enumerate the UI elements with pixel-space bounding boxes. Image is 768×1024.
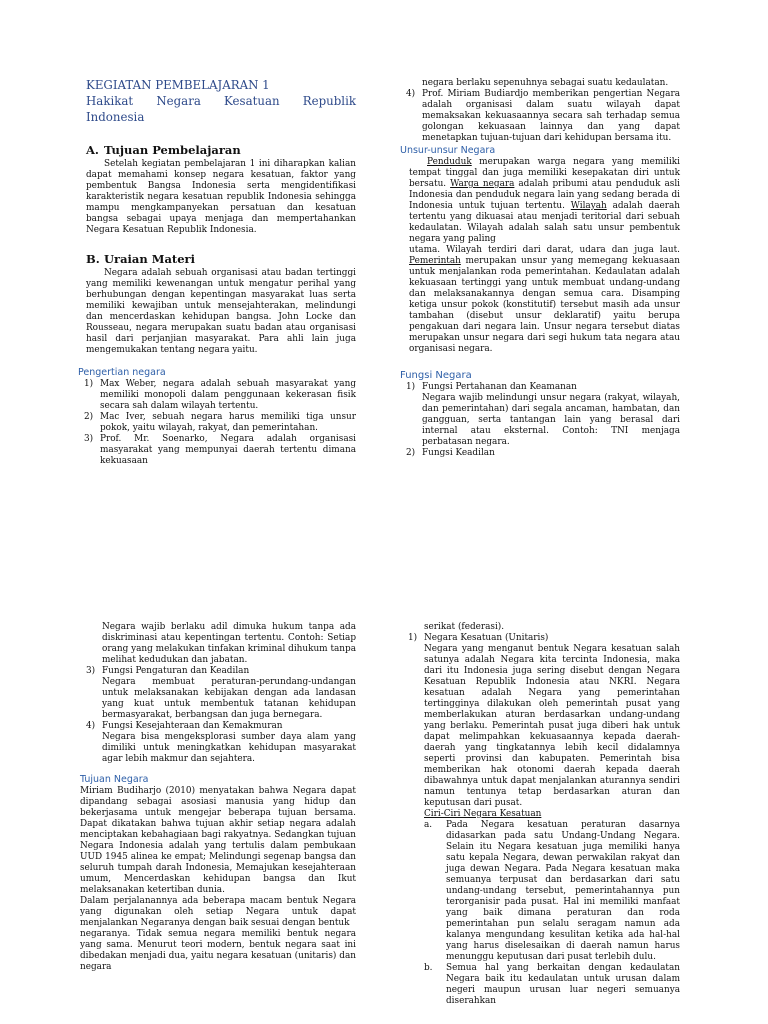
pengertian-heading: Pengertian negara <box>78 367 166 378</box>
pengertian-list <box>78 379 356 467</box>
list-item: 4) Prof. Miriam Budiardjo memberikan pengertian Negara adalah organisasi dalam suatu wilayah dapat memaksakan kekuasaannya secara sah terhadap semua golongan kekuasaan lainnya dan yang dapat menetapkan tujuan-tujuan dari kehidupan bersama itu. <box>406 89 680 143</box>
fungsi-heading: Fungsi Negara <box>400 370 472 381</box>
continued-text: serikat (federasi). <box>424 622 505 632</box>
tujuan-text-2: Dalam perjalanannya ada beberapa macam bentuk Negara yang digunakan oleh setiap Negara untuk dapat menjalankan Negaranya dengan baik sesuai dengan bentuk <box>80 896 356 928</box>
list-item: 1) Max Weber, negara adalah sebuah masyarakat yang memiliki monopoli dalam penggunaan kekerasan fisik secara sah dalam wilayah tertentu. <box>84 379 356 411</box>
list-item: 1) Fungsi Pertahanan dan Keamanan Negara wajib melindungi unsur negara (rakyat, wilayah, dan pemerintahan) dari segala ancaman, hambatan, dan gangguan, serta tantangan lain yang berasal dari internal atau eksternal. Contoh: TNI menjaga perbatasan negara. <box>406 382 680 447</box>
page-subtitle: Hakikat Negara Kesatuan Republik Indonesia <box>86 94 356 124</box>
unsur-heading: Unsur-unsur Negara <box>400 145 496 156</box>
page1-right-column <box>400 78 680 459</box>
list-item: 2) Mac Iver, sebuah negara harus memiliki tiga unsur pokok, yaitu wilayah, rakyat, dan pemerintahan. <box>84 412 356 433</box>
list-item: b. Semua hal yang berkaitan dengan kedaulatan Negara baik itu kedaulatan untuk urusan dalam negeri maupun urusan luar negeri semuanya diserahkan <box>424 963 680 1006</box>
continued-text: Negara wajib berlaku adil dimuka hukum tanpa ada diskriminasi atau kepentingan tertentu. Contoh: Setiap orang yang melakukan tinfakan kriminal dihukum tanpa melihat kedudukan dan jabatan. <box>102 622 356 665</box>
continued-text: negara berlaku sepenuhnya sebagai suatu kedaulatan. <box>422 78 669 88</box>
list-item: a. Pada Negara kesatuan peraturan dasarnya didasarkan pada satu Undang-Undang Negara. Selain itu Negara kesatuan juga memiliki hanya satu kepala Negara, dewan perwakilan rakyat dan juga dewan Negara. Pada Negara kesatuan maka semuanya terpusat dan berdasarkan dari satu undang-undang tersebut, pemerintahannya pun terorganisir pada pusat. Hal ini memiliki manfaat yang baik dimana peraturan dan roda pemerintahan pun selalu seragam namun ada kalanya mengundang kesulitan ketika ada hal-hal yang harus diselesaikan di daerah namun harus menunggu keputusan dari pusat terlebih dulu. <box>424 820 680 962</box>
section-b-text: Negara adalah sebuah organisasi atau badan tertinggi yang memiliki kewenangan untuk mengatur perihal yang berhubungan dengan kepentingan masyarakat luas serta memiliki kewajiban untuk mensejahterakan, melindungi dan mencerdaskan kehidupan bangsa. John Locke dan Rousseau, negara merupakan suatu badan atau organisasi hasil dari perjanjian masyarakat. Para ahli lain juga mengemukakan tentang negara yaitu. <box>86 268 356 355</box>
page2-left-column <box>80 622 356 973</box>
list-item: 1) Negara Kesatuan (Unitaris) Negara yang menganut bentuk Negara kesatuan salah satunya adalah Negara kita tercinta Indonesia, maka dari itu Indonesia juga sering disebut dengan Negara Kesatuan Republik Indonesia atau NKRI. Negara kesatuan adalah Negara yang pemerintahan tertingginya dilakukan oleh pemerintah pusat yang memberlakukan aturan berdasarkan undang-undang yang berlaku. Pemerintah pusat juga diberi hak untuk dapat melimpahkan kekuasaannya kepada daerah-daerah yang tingkatannya lebih kecil didalamnya seperti provinsi dan kabupaten. Pemerintah bisa memberikan hak otonomi daerah kepada daerah dibawahnya untuk dapat menjalankan aturannya sendiri namun tentunya tetap berdasarkan aturan dan keputusan dari pusat. <box>408 633 680 808</box>
page1-left-column-lower <box>78 367 356 467</box>
unsur-text: Penduduk merupakan warga negara yang memiliki tempat tinggal dan juga memiliki kesepakatan diri untuk bersatu. Warga negara adalah pribumi atau penduduk asli Indonesia dan penduduk negara lain yang sedang berada di Indonesia untuk tujuan tertentu. Wilayah adalah daerah tertentu yang dikuasai atau menjadi teritorial dari sebuah kedaulatan. Wilayah adalah salah satu unsur pembentuk negara yang paling <box>409 157 681 244</box>
section-a-text: Setelah kegiatan pembelajaran 1 ini diharapkan kalian dapat memahami konsep negara kesatuan, faktor yang pembentuk Bangsa Indonesia serta mengidentifikasi karakteristik negara kesatuan republik Indonesia sehingga mampu mengkampanyekan persatuan dan kesatuan bangsa sebagai upaya menjaga dan mempertahankan Negara Kesatuan Republik Indonesia. <box>86 159 356 235</box>
ciri-heading: Ciri-Ciri Negara Kesatuan <box>424 809 542 819</box>
unsur-text-2: utama. Wilayah terdiri dari darat, udara dan juga laut. Pemerintah merupakan unsur yang memegang kekuasaan untuk menjalankan roda pemerintahan. Kedaulatan adalah kekuasaan tertinggi yang untuk membuat undang-undang dan melaksanakannya dengan semua cara. Disamping ketiga unsur pokok (konstitutif) tersebut masih ada unsur tambahan (disebut unsur deklaratif) yaitu berupa pengakuan dari negara lain. Unsur negara tersebut diatas merupakan unsur negara dari segi hukum tata negara atau organisasi negara. <box>409 245 680 354</box>
section-b-heading: B. Uraian Materi <box>86 252 195 266</box>
page2-right-column <box>402 622 680 1007</box>
list-item: 3) Fungsi Pengaturan dan Keadilan Negara membuat peraturan-perundang-undangan untuk melaksanakan kebijakan dengan ada landasan yang kuat untuk membentuk tatanan kehidupan bermasyarakat, berbangsan dan juga bernegara. <box>86 666 356 720</box>
section-a-heading: A. Tujuan Pembelajaran <box>86 143 241 157</box>
tujuan-text: Miriam Budiharjo (2010) menyatakan bahwa Negara dapat dipandang sebagai asosiasi manusia yang hidup dan bekerjasama untuk mengejar beberapa tujuan bersama. Dapat dikatakan bahwa tujuan akhir setiap negara adalah menciptakan kebahagiaan bagi rakyatnya. Sedangkan tujuan Negara Indonesia adalah yang tertulis dalam pembukaan UUD 1945 alinea ke empat; Melindungi segenap bangsa dan seluruh tumpah darah Indonesia, Memajukan kesejahteraan umum, Mencerdaskan kehidupan bangsa dan Ikut melaksanakan ketertiban dunia. <box>80 786 356 895</box>
tujuan-text-3: negaranya. Tidak semua negara memiliki bentuk negara yang sama. Menurut teori modern, bentuk negara saat ini dibedakan menjadi dua, yaitu negara kesatuan (unitaris) dan negara <box>80 929 356 972</box>
page1-left-column <box>86 77 356 356</box>
page-title: KEGIATAN PEMBELAJARAN 1 <box>86 78 270 92</box>
list-item: 3) Prof. Mr. Soenarko, Negara adalah organisasi masyarakat yang mempunyai daerah tertentu dimana kekuasaan <box>84 434 356 466</box>
tujuan-heading: Tujuan Negara <box>80 774 149 785</box>
list-item: 2) Fungsi Keadilan <box>406 448 495 458</box>
list-item: 4) Fungsi Kesejahteraan dan Kemakmuran Negara bisa mengeksplorasi sumber daya alam yang dimiliki untuk meningkatkan kehidupan masyarakat agar lebih makmur dan sejahtera. <box>86 721 356 764</box>
